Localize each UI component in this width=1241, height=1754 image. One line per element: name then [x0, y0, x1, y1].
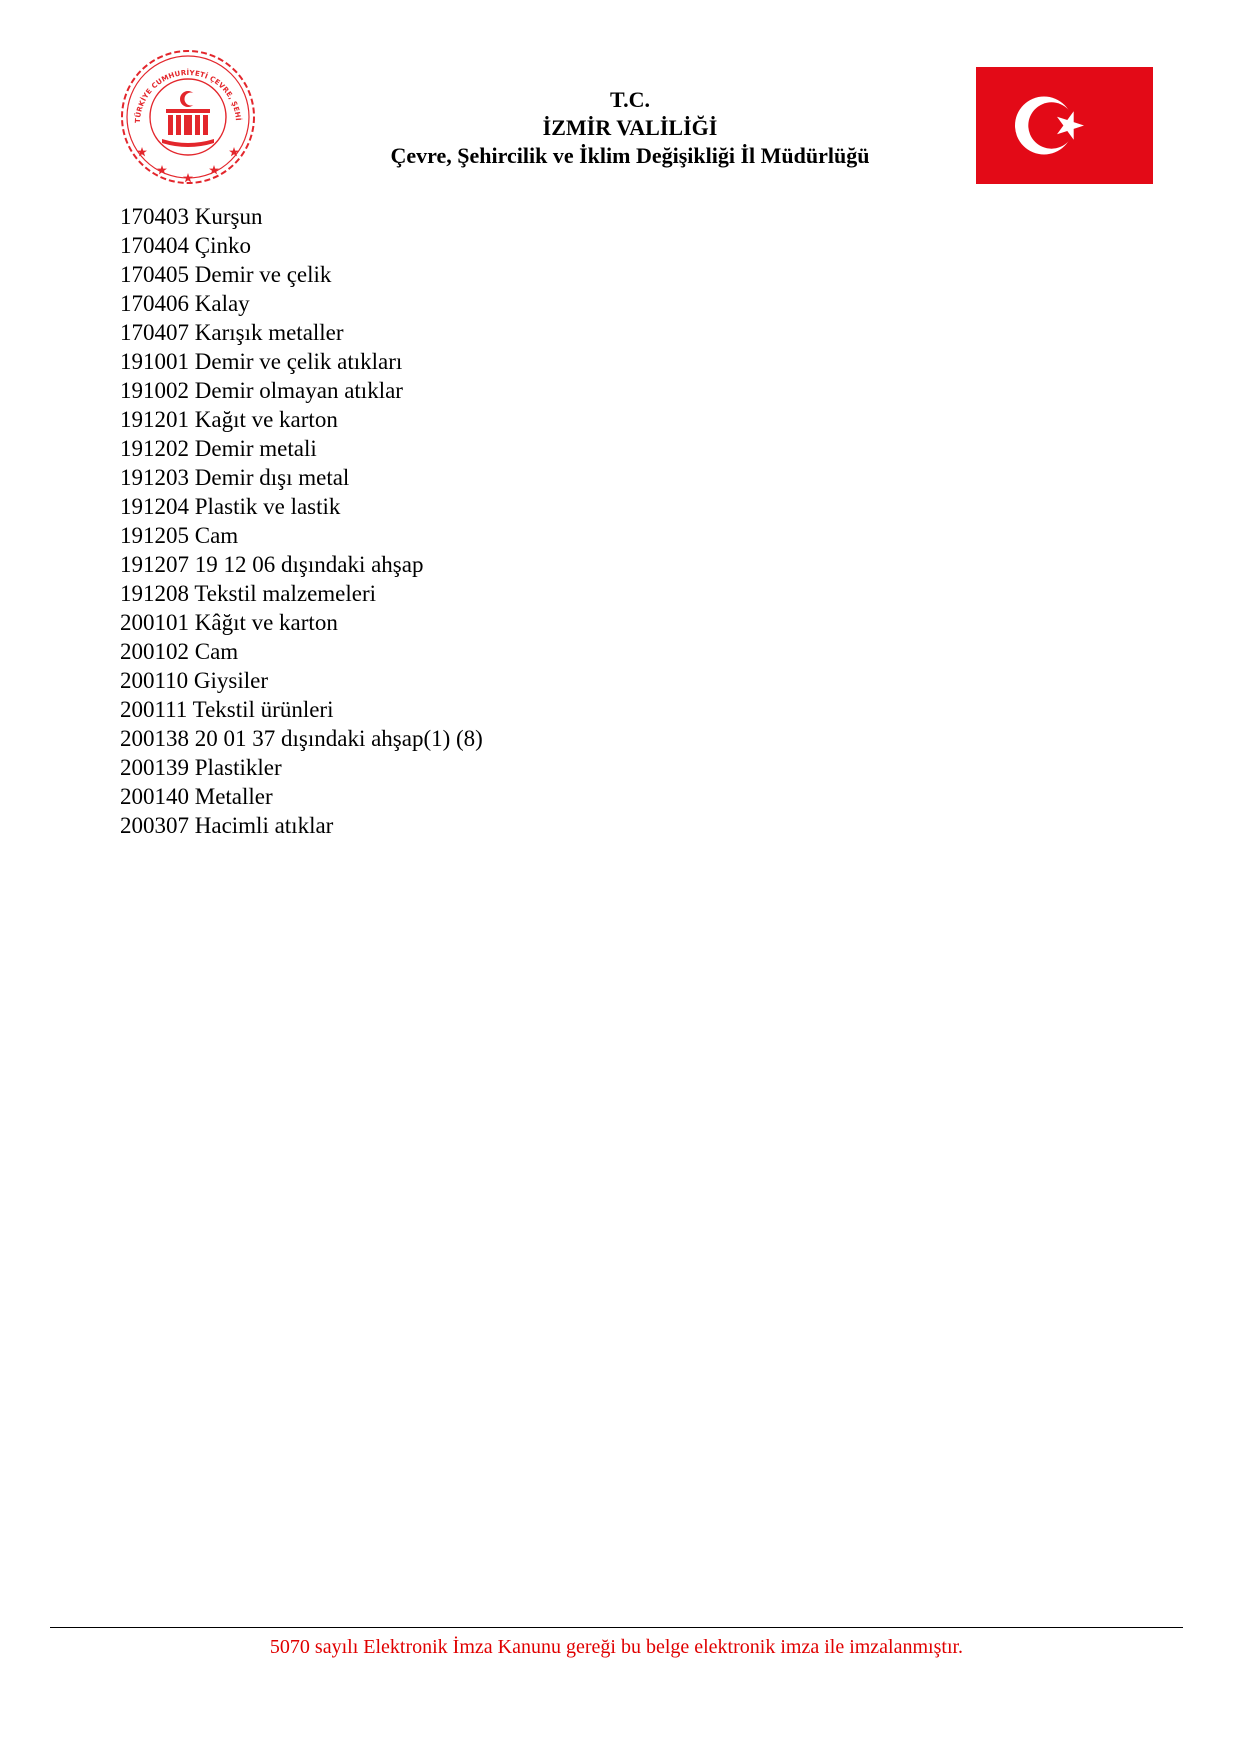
list-item: [120, 202, 483, 231]
waste-name: Demir ve çelik atıkları: [194, 349, 403, 374]
list-item: [120, 231, 483, 260]
waste-name: Metaller: [194, 784, 273, 809]
waste-code: 170404: [120, 233, 189, 258]
waste-name: Kurşun: [194, 204, 263, 229]
list-item: [120, 724, 483, 753]
list-item: [120, 492, 483, 521]
waste-code: 170406: [120, 291, 189, 316]
waste-code: 191205: [120, 523, 189, 548]
waste-name: Demir olmayan atıklar: [194, 378, 403, 403]
waste-name: 20 01 37 dışındaki ahşap(1) (8): [194, 726, 483, 751]
waste-code: 200140: [120, 784, 189, 809]
waste-name: Plastik ve lastik: [194, 494, 341, 519]
waste-code: 170407: [120, 320, 189, 345]
list-item: [120, 347, 483, 376]
waste-code: 200138: [120, 726, 189, 751]
list-item: [120, 376, 483, 405]
list-item: [120, 434, 483, 463]
document-header: [300, 86, 960, 170]
waste-code: 191202: [120, 436, 189, 461]
waste-name: Giysiler: [193, 668, 269, 693]
list-item: [120, 289, 483, 318]
list-item: [120, 405, 483, 434]
waste-name: Plastikler: [194, 755, 282, 780]
waste-code: 200139: [120, 755, 189, 780]
waste-code-list: [120, 202, 483, 840]
waste-code: 200307: [120, 813, 189, 838]
svg-text:TÜRKİYE CUMHURİYETİ ÇEVRE, ŞEH: TÜRKİYE CUMHURİYETİ ÇEVRE, ŞEHİ: [133, 68, 242, 124]
list-item: [120, 463, 483, 492]
list-item: [120, 753, 483, 782]
waste-code: 191001: [120, 349, 189, 374]
waste-name: Kağıt ve karton: [194, 407, 338, 432]
waste-name: Çinko: [194, 233, 251, 258]
waste-name: Demir metali: [194, 436, 317, 461]
list-item: [120, 579, 483, 608]
waste-code: 200101: [120, 610, 189, 635]
waste-code: 170405: [120, 262, 189, 287]
list-item: [120, 521, 483, 550]
waste-code: 191207: [120, 552, 189, 577]
header-tc: T.C.: [610, 87, 650, 112]
waste-code: 200110: [120, 668, 189, 693]
list-item: [120, 608, 483, 637]
waste-code: 200111: [120, 697, 188, 722]
waste-name: Demir dışı metal: [194, 465, 350, 490]
waste-code: 191002: [120, 378, 189, 403]
waste-name: Demir ve çelik: [194, 262, 332, 287]
footer-divider: [50, 1627, 1183, 1628]
header-governorship: İZMİR VALİLİĞİ: [542, 115, 718, 140]
waste-name: Tekstil ürünleri: [192, 697, 334, 722]
waste-code: 191203: [120, 465, 189, 490]
list-item: [120, 260, 483, 289]
waste-name: Cam: [194, 639, 239, 664]
waste-name: Karışık metaller: [194, 320, 344, 345]
waste-code: 200102: [120, 639, 189, 664]
ministry-seal-icon: [118, 47, 258, 187]
list-item: [120, 550, 483, 579]
turkish-flag-icon: [976, 67, 1153, 184]
waste-code: 191201: [120, 407, 189, 432]
waste-name: 19 12 06 dışındaki ahşap: [194, 552, 424, 577]
list-item: [120, 318, 483, 347]
list-item: [120, 637, 483, 666]
waste-name: Kalay: [194, 291, 250, 316]
list-item: [120, 782, 483, 811]
waste-name: Kâğıt ve karton: [194, 610, 338, 635]
list-item: [120, 666, 483, 695]
waste-name: Hacimli atıklar: [194, 813, 334, 838]
waste-code: 191204: [120, 494, 189, 519]
list-item: [120, 695, 483, 724]
waste-code: 191208: [120, 581, 189, 606]
list-item: [120, 811, 483, 840]
header-directorate: Çevre, Şehircilik ve İklim Değişikliği İl Müdürlüğü: [390, 143, 870, 168]
waste-code: 170403: [120, 204, 189, 229]
e-signature-note: 5070 sayılı Elektronik İmza Kanunu gereği bu belge elektronik imza ile imzalanmıştır.: [269, 1636, 964, 1658]
waste-name: Tekstil malzemeleri: [194, 581, 377, 606]
waste-name: Cam: [194, 523, 239, 548]
